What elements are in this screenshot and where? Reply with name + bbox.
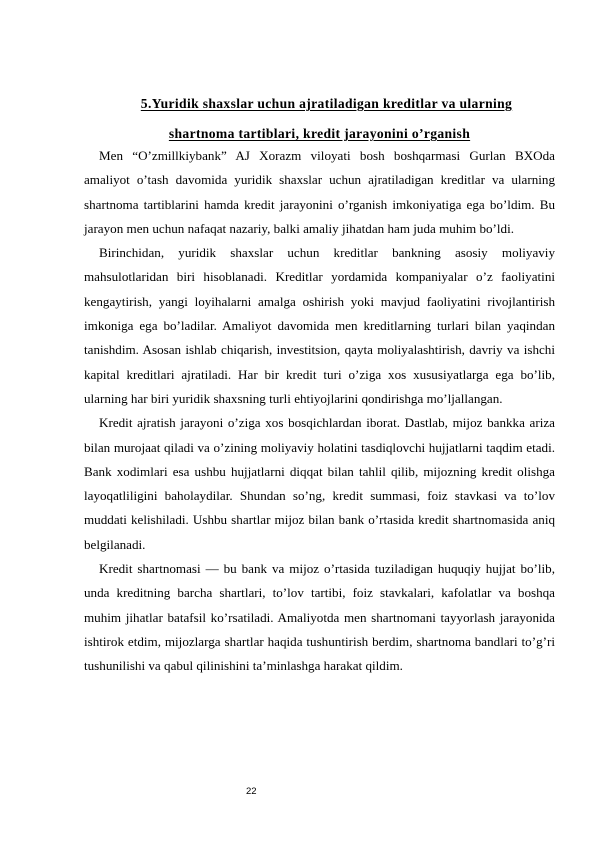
section-heading [84, 89, 555, 149]
paragraph: Kredit shartnomasi — bu bank va mijoz o’rtasida tuziladigan huquqiy hujjat bo’lib, unda kreditning barcha shartlari, to’lov tartibi, foiz stavkalari, kafolatlar va boshqa muhim jihatlar batafsil ko’rsatiladi. Amaliyotda men shartnomani tayyorlash jarayonida ishtirok etdim, mijozlarga shartlar haqida tushuntirish berdim, shartnoma bandlari to’g’ri tushunilishi va qabul qilinishini ta’minlashga harakat qildim. [84, 561, 555, 674]
section-heading-line-2: shartnoma tartiblari, kredit jarayonini o’rganish [168, 126, 471, 141]
section-heading-line-1: 5.Yuridik shaxslar uchun ajratiladigan kreditlar va ularning [140, 96, 513, 111]
paragraph: Men “O’zmillkiybank” AJ Xorazm viloyati bosh boshqarmasi Gurlan BXOda amaliyot o’tash davomida yuridik shaxslar uchun ajratiladigan kreditlar va ularning shartnoma tartiblarini hamda kredit jarayonini o’rganish imkoniyatiga ega bo’ldim. Bu jarayon men uchun nafaqat nazariy, balki amaliy jihatdan ham juda muhim bo’ldi. [84, 148, 555, 236]
paragraph: Kredit ajratish jarayoni o’ziga xos bosqichlardan iborat. Dastlab, mijoz bankka ariza bilan murojaat qiladi va o’zining moliyaviy holatini tasdiqlovchi hujjatlarni taqdim etadi. Bank xodimlari esa ushbu hujjatlarni diqqat bilan tahlil qilib, mijozning kredit olishga layoqatliligini baholaydilar. Shundan so’ng, kredit summasi, foiz stavkasi va to’lov muddati kelishiladi. Ushbu shartlar mijoz bilan bank o’rtasida kredit shartnomasida aniq belgilanadi. [84, 415, 555, 552]
body-text [84, 144, 555, 679]
page-number: 22 [246, 786, 257, 797]
paragraph: Birinchidan, yuridik shaxslar uchun kreditlar bankning asosiy moliyaviy mahsulotlaridan biri hisoblanadi. Kreditlar yordamida kompaniyalar o’z faoliyatini kengaytirish, yangi loyihalarni amalga oshirish yoki mavjud faoliyatini rivojlantirish imkoniga ega bo’ladilar. Amaliyot davomida men kreditlarning turlari bilan yaqindan tanishdim. Asosan ishlab chiqarish, investitsion, qayta moliyalashtirish, davriy va ishchi kapital kreditlari ajratiladi. Har bir kredit turi o’ziga xos xususiyatlarga ega bo’lib, ularning har biri yuridik shaxsning turli ehtiyojlarini qondirishga mo’ljallangan. [84, 245, 555, 406]
